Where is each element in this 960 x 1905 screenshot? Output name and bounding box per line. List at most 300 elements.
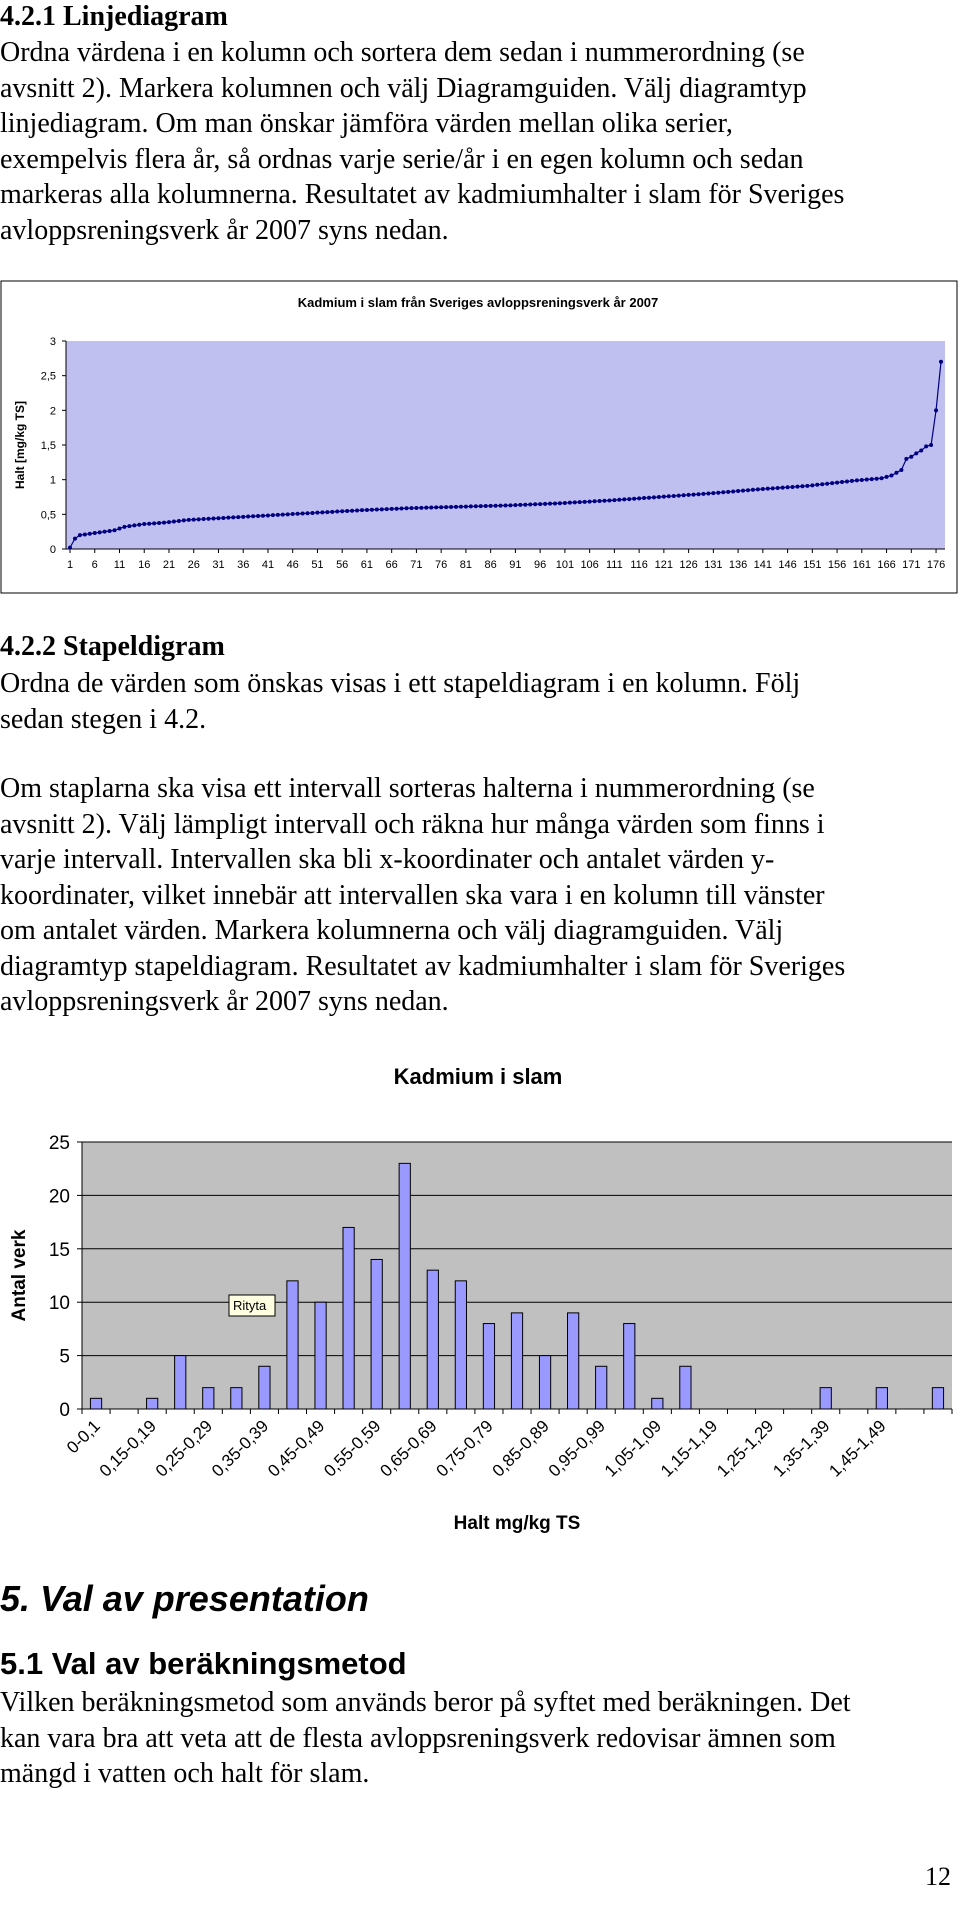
x-tick-label: 141 (753, 559, 773, 571)
y-axis-label: Halt [mg/kg TS] (13, 400, 27, 490)
data-point (598, 499, 602, 503)
data-point (637, 496, 641, 500)
data-point (231, 515, 235, 519)
data-point (236, 515, 240, 519)
data-point (434, 505, 438, 509)
data-point (459, 505, 463, 509)
x-tick-label: 0,85-0,89 (488, 1416, 553, 1481)
data-point (429, 506, 433, 510)
data-point (687, 493, 691, 497)
y-tick-label: 15 (48, 1239, 70, 1261)
data-point (543, 502, 547, 506)
x-tick-label: 0,75-0,79 (432, 1416, 497, 1481)
data-point (647, 496, 651, 500)
data-point (791, 485, 795, 489)
x-tick-label: 171 (902, 559, 921, 571)
x-tick-label: 81 (459, 559, 473, 571)
data-point (894, 471, 898, 475)
x-tick-label: 86 (484, 559, 497, 571)
chart-title: Kadmium i slam (393, 1064, 563, 1089)
text-line: Ordna värdena i en kolumn och sortera dem sedan i nummerordning (se (0, 37, 805, 68)
data-point (672, 494, 676, 498)
data-point (177, 519, 181, 523)
data-point (345, 509, 349, 513)
bar (568, 1313, 579, 1409)
bar (932, 1388, 943, 1409)
x-tick-label: 0,55-0,59 (320, 1416, 385, 1481)
data-point (137, 523, 141, 527)
data-point (469, 504, 473, 508)
data-point (340, 509, 344, 513)
text-line: Om staplarna ska visa ett intervall sorteras halterna i nummerordning (se (0, 773, 815, 804)
y-tick-label: 25 (48, 1133, 70, 1154)
paragraph-4-2-2 (0, 666, 955, 737)
bar (539, 1356, 550, 1409)
x-tick-label: 176 (926, 559, 946, 571)
data-point (479, 504, 483, 508)
x-tick-label: 1,25-1,29 (713, 1416, 778, 1481)
data-point (870, 477, 874, 481)
data-point (390, 507, 394, 511)
data-point (474, 504, 478, 508)
data-point (662, 495, 666, 499)
bar (511, 1313, 522, 1409)
data-point (276, 513, 280, 517)
y-tick-label: 3 (49, 336, 56, 348)
bar (820, 1388, 831, 1409)
data-point (444, 505, 448, 509)
section-4-2-1 (0, 0, 955, 248)
data-point (682, 493, 686, 497)
data-point (860, 478, 864, 482)
x-tick-label: 6 (91, 559, 98, 571)
bar (259, 1366, 270, 1409)
data-point (454, 505, 458, 509)
data-point (736, 489, 740, 493)
data-point (904, 457, 908, 461)
x-tick-label: 0,65-0,69 (376, 1416, 441, 1481)
bar (203, 1388, 214, 1409)
data-point (301, 512, 305, 516)
x-tick-label: 156 (827, 559, 847, 571)
data-point (513, 503, 517, 507)
x-tick-label: 66 (385, 559, 398, 571)
data-point (692, 493, 696, 497)
data-point (330, 510, 334, 514)
data-point (642, 496, 646, 500)
data-point (147, 522, 151, 526)
data-point (152, 521, 156, 525)
bar (175, 1356, 186, 1409)
data-point (271, 513, 275, 517)
x-tick-label: 166 (877, 559, 896, 571)
x-tick-label: 0,35-0,39 (208, 1416, 273, 1481)
x-tick-label: 151 (803, 559, 822, 571)
data-point (795, 485, 799, 489)
data-point (726, 490, 730, 494)
data-point (122, 525, 126, 529)
data-point (909, 455, 913, 459)
data-point (533, 502, 537, 506)
data-point (405, 506, 409, 510)
section-5 (0, 1578, 955, 1792)
data-point (617, 498, 621, 502)
x-tick-label: 36 (237, 559, 250, 571)
x-tick-label: 1,35-1,39 (769, 1416, 834, 1481)
data-point (731, 489, 735, 493)
data-point (701, 492, 705, 496)
data-point (83, 532, 87, 536)
data-point (182, 518, 186, 522)
text-line: avloppsreningsverk år 2007 syns nedan. (0, 986, 449, 1017)
data-point (291, 512, 295, 516)
data-point (899, 468, 903, 472)
data-point (370, 508, 374, 512)
x-tick-label: 111 (606, 559, 623, 571)
data-point (494, 504, 498, 508)
x-tick-label: 46 (286, 559, 299, 571)
y-tick-label: 10 (48, 1293, 70, 1315)
bar (596, 1366, 607, 1409)
data-point (805, 484, 809, 488)
data-point (810, 483, 814, 487)
data-point (162, 521, 166, 525)
data-point (449, 505, 453, 509)
bar (343, 1227, 354, 1409)
bar (652, 1398, 663, 1409)
x-tick-label: 41 (261, 559, 275, 571)
data-point (385, 507, 389, 511)
data-point (865, 478, 869, 482)
chart-title: Kadmium i slam från Sveriges avloppsreningsverk år 2007 (297, 295, 659, 310)
y-tick-label: 2,5 (40, 370, 56, 383)
data-point (761, 487, 765, 491)
data-point (241, 515, 245, 519)
data-point (286, 512, 290, 516)
data-point (583, 500, 587, 504)
data-point (776, 486, 780, 490)
data-point (697, 492, 701, 496)
data-point (142, 522, 146, 526)
data-point (315, 511, 319, 515)
data-point (187, 518, 191, 522)
text-line: avsnitt 2). Välj lämpligt intervall och räkna hur många värden som finns i (0, 808, 825, 840)
text-line: kan vara bra att veta att de flesta avloppsreningsverk redovisar ämnen som (0, 1722, 836, 1754)
data-point (281, 513, 285, 517)
data-point (607, 498, 611, 502)
x-tick-label: 1,05-1,09 (600, 1416, 666, 1481)
x-tick-label: 161 (852, 559, 871, 571)
data-point (132, 523, 136, 527)
data-point (68, 546, 72, 550)
data-point (380, 507, 384, 511)
x-tick-label: 26 (187, 559, 200, 571)
bar (876, 1388, 887, 1409)
text-line: markeras alla kolumnerna. Resultatet av kadmiumhalter i slam för Sveriges (0, 179, 845, 210)
bar (231, 1388, 242, 1409)
x-tick-label: 91 (509, 559, 522, 571)
data-point (523, 503, 527, 507)
data-point (212, 516, 216, 520)
data-point (548, 502, 552, 506)
tooltip-text: Rityta (233, 1298, 267, 1313)
data-point (850, 479, 854, 483)
data-point (880, 476, 884, 480)
data-point (677, 494, 681, 498)
data-point (419, 506, 423, 510)
data-point (657, 495, 661, 499)
data-point (627, 497, 631, 501)
data-point (830, 481, 834, 485)
data-point (424, 506, 428, 510)
data-point (261, 514, 265, 518)
data-point (820, 482, 824, 486)
y-axis-label: Antal verk (9, 1229, 30, 1322)
data-point (78, 533, 82, 537)
x-tick-label: 96 (534, 559, 547, 571)
x-tick-label: 1 (66, 559, 74, 571)
data-point (716, 491, 720, 495)
x-tick-label: 131 (704, 559, 723, 571)
data-point (875, 477, 879, 481)
x-tick-label: 1,15-1,19 (657, 1416, 722, 1481)
data-point (127, 524, 131, 528)
data-point (558, 501, 562, 505)
text-line: Ordna de värden som önskas visas i ett stapeldiagram i en kolumn. Följ (0, 668, 801, 699)
data-point (202, 517, 206, 521)
bar (90, 1398, 101, 1409)
text-line: avloppsreningsverk år 2007 syns nedan. (0, 214, 449, 246)
bar (287, 1281, 298, 1409)
data-point (325, 510, 329, 514)
data-point (360, 508, 364, 512)
x-tick-label: 0,25-0,29 (151, 1416, 217, 1481)
x-tick-label: 61 (360, 559, 374, 571)
x-tick-label: 0,95-0,99 (544, 1416, 610, 1481)
data-point (885, 475, 889, 479)
data-point (251, 514, 255, 518)
data-point (355, 508, 359, 512)
text-line: om antalet värden. Markera kolumnerna och välj diagramguiden. Välj (0, 915, 784, 946)
data-point (781, 486, 785, 490)
data-point (855, 478, 859, 482)
data-point (172, 520, 176, 524)
data-point (108, 529, 112, 533)
data-point (815, 483, 819, 487)
bar (371, 1259, 382, 1409)
data-point (499, 504, 503, 508)
x-tick-label: 21 (162, 559, 176, 571)
x-tick-label: 76 (435, 559, 448, 571)
text-line: koordinater, vilket innebär att intervallen ska vara i en kolumn till vänster (0, 879, 825, 911)
text-line: linjediagram. Om man önskar jämföra värden mellan olika serier, (0, 108, 733, 139)
data-point (197, 517, 201, 521)
x-tick-label: 0,15-0,19 (95, 1416, 160, 1481)
data-point (706, 492, 710, 496)
data-point (395, 507, 399, 511)
paragraph-5-1 (0, 1685, 955, 1792)
x-tick-label: 126 (679, 559, 698, 571)
data-point (553, 501, 557, 505)
data-point (167, 520, 171, 524)
data-point (365, 508, 369, 512)
data-point (929, 443, 933, 447)
x-tick-label: 146 (778, 559, 797, 571)
bar (680, 1366, 691, 1409)
text-line: mängd i vatten och halt för slam. (0, 1758, 370, 1789)
data-point (835, 481, 839, 485)
data-point (207, 517, 211, 521)
data-point (612, 498, 616, 502)
data-point (246, 515, 250, 519)
bar (315, 1302, 326, 1409)
data-point (751, 488, 755, 492)
data-point (786, 485, 790, 489)
y-tick-label: 0 (59, 1400, 70, 1421)
data-point (73, 537, 77, 541)
heading-5: 5. Val av presentation (0, 1578, 369, 1619)
data-point (667, 494, 671, 498)
data-point (741, 489, 745, 493)
data-point (350, 509, 354, 513)
heading-4-2-2: 4.2.2 Stapeldigram (0, 631, 225, 662)
x-tick-label: 1,45-1,49 (825, 1416, 890, 1481)
data-point (221, 516, 225, 520)
data-point (157, 521, 161, 525)
bar (455, 1281, 466, 1409)
data-point (622, 497, 626, 501)
bar (624, 1324, 635, 1409)
data-point (538, 502, 542, 506)
data-point (93, 531, 97, 535)
bar-chart (0, 1055, 960, 1545)
data-point (113, 528, 117, 532)
data-point (98, 530, 102, 534)
data-point (464, 505, 468, 509)
data-point (845, 479, 849, 483)
data-point (266, 513, 270, 517)
data-point (652, 495, 656, 499)
data-point (117, 527, 121, 531)
data-point (414, 506, 418, 510)
data-point (914, 451, 918, 455)
data-point (400, 507, 404, 511)
data-point (939, 360, 943, 364)
data-point (721, 490, 725, 494)
data-point (226, 516, 230, 520)
x-tick-label: 0-0,1 (63, 1416, 104, 1458)
y-tick-label: 2 (49, 405, 56, 418)
y-tick-label: 0,5 (40, 509, 56, 522)
bar (427, 1270, 438, 1409)
y-tick-label: 5 (59, 1346, 70, 1368)
data-point (890, 474, 894, 478)
paragraph-4-2-2-b (0, 771, 955, 1020)
data-point (588, 500, 592, 504)
data-point (756, 487, 760, 491)
data-point (409, 506, 413, 510)
data-point (746, 488, 750, 492)
x-tick-label: 56 (336, 559, 349, 571)
data-point (602, 499, 606, 503)
paragraph-4-2-1 (0, 35, 955, 248)
bar (399, 1163, 410, 1409)
data-point (489, 504, 493, 508)
data-point (924, 444, 928, 448)
data-point (771, 486, 775, 490)
bar (483, 1324, 494, 1409)
data-point (508, 503, 512, 507)
x-tick-label: 121 (654, 559, 674, 571)
x-tick-label: 136 (728, 559, 748, 571)
x-axis-label: Halt mg/kg TS (453, 1513, 581, 1534)
x-tick-label: 116 (630, 559, 648, 571)
data-point (919, 449, 923, 453)
line-chart (0, 280, 960, 596)
section-4-2-2 (0, 630, 955, 1020)
text-line: exempelvis flera år, så ordnas varje serie/år i en egen kolumn och sedan (0, 143, 804, 175)
text-line: sedan stegen i 4.2. (0, 703, 207, 735)
page-number: 12 (925, 1862, 951, 1891)
x-tick-label: 51 (311, 559, 324, 571)
y-tick-label: 1 (49, 474, 56, 487)
data-point (484, 504, 488, 508)
data-point (840, 480, 844, 484)
data-point (216, 516, 220, 520)
data-point (766, 487, 770, 491)
data-point (306, 511, 310, 515)
data-point (375, 508, 379, 512)
heading-5-1: 5.1 Val av beräkningsmetod (0, 1646, 407, 1681)
heading-4-2-1: 4.2.1 Linjediagram (0, 1, 228, 32)
x-tick-label: 31 (212, 559, 225, 571)
x-tick-label: 106 (580, 559, 599, 571)
data-point (103, 530, 107, 534)
data-point (518, 503, 522, 507)
x-tick-label: 0,45-0,49 (264, 1416, 329, 1481)
x-tick-label: 101 (555, 559, 575, 571)
text-line: Vilken beräkningsmetod som används beror på syftet med beräkningen. Det (0, 1687, 851, 1718)
data-point (335, 510, 339, 514)
data-point (296, 512, 300, 516)
bar (147, 1398, 158, 1409)
y-tick-label: 20 (48, 1186, 70, 1208)
data-point (578, 500, 582, 504)
data-point (504, 503, 508, 507)
data-point (563, 501, 567, 505)
y-tick-label: 1,5 (40, 440, 56, 452)
data-point (825, 482, 829, 486)
data-point (192, 518, 196, 522)
data-point (568, 501, 572, 505)
data-point (934, 408, 938, 412)
data-point (593, 499, 597, 503)
data-point (256, 514, 260, 518)
text-line: diagramtyp stapeldiagram. Resultatet av kadmiumhalter i slam för Sveriges (0, 950, 846, 982)
data-point (573, 500, 577, 504)
data-point (711, 491, 715, 495)
data-point (632, 497, 636, 501)
text-line: avsnitt 2). Markera kolumnen och välj Diagramguiden. Välj diagramtyp (0, 72, 807, 104)
y-tick-label: 0 (49, 544, 56, 556)
data-point (528, 502, 532, 506)
data-point (310, 511, 314, 515)
x-tick-label: 16 (138, 559, 151, 571)
text-line: varje intervall. Intervallen ska bli x-koordinater och antalet värden y- (0, 844, 775, 875)
x-tick-label: 11 (113, 559, 126, 571)
data-point (439, 505, 443, 509)
data-point (88, 532, 92, 536)
